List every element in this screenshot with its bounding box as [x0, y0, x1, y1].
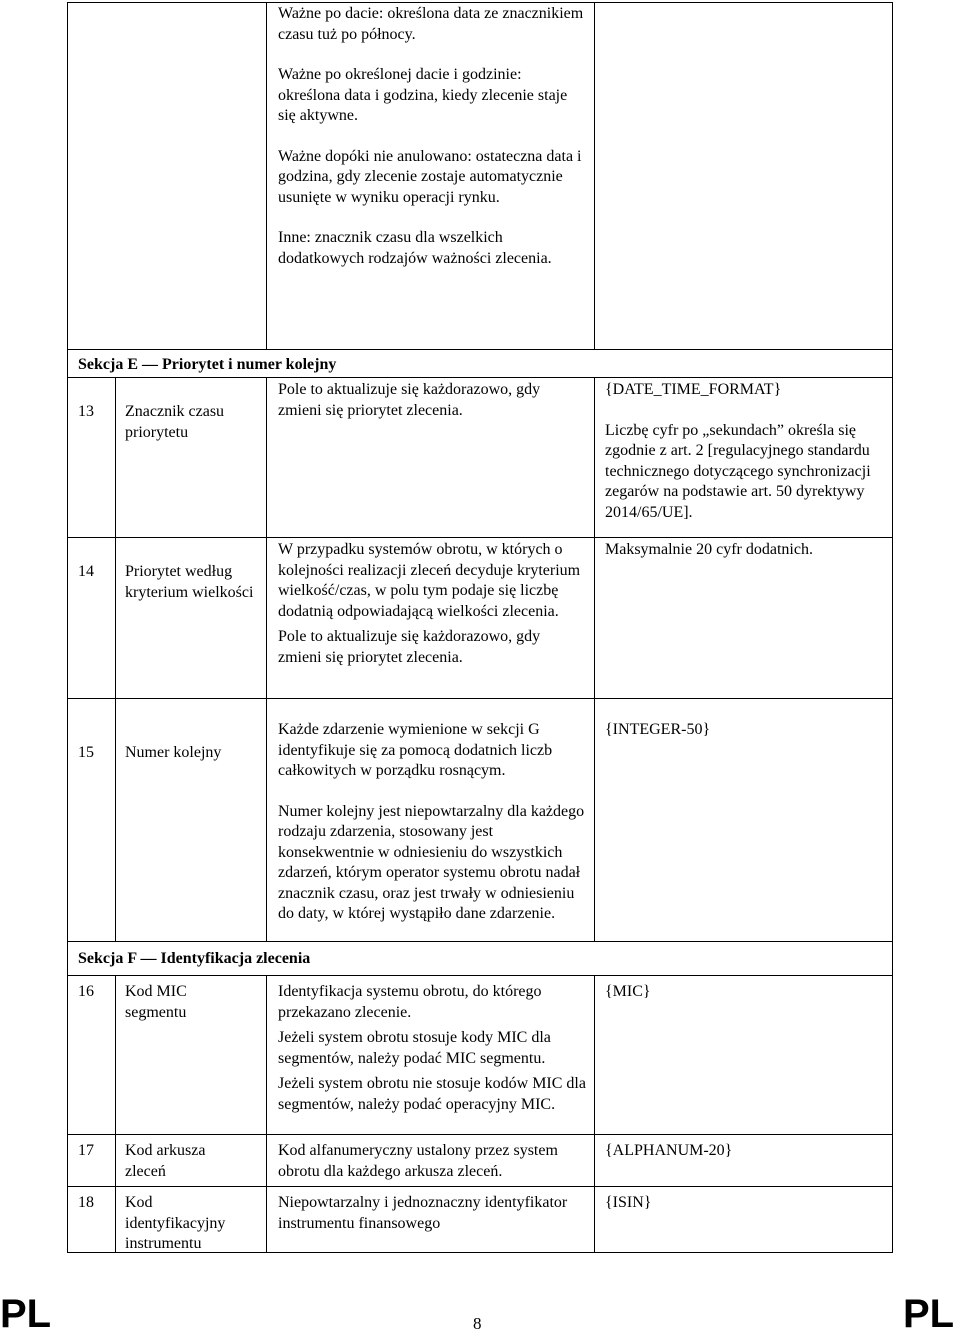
description-paragraph: W przypadku systemów obrotu, w których o kolejności realizacji zleceń decyduje kryterium wielkość/czas, w polu tym podaje się liczbę dodatnią odpowiadającą wielkości zlecenia. — [278, 541, 581, 620]
row-18-description — [278, 1193, 578, 1254]
row-13-description — [278, 380, 586, 441]
validity-options — [278, 4, 584, 289]
description-paragraph: Pole to aktualizuje się każdorazowo, gdy zmieni się priorytet zlecenia. — [278, 381, 541, 419]
description-paragraph: Niepowtarzalny i jednoznaczny identyfikator instrumentu finansowego — [278, 1194, 568, 1232]
description-paragraph: Jeżeli system obrotu nie stosuje kodów MIC dla segmentów, należy podać operacyjny MIC. — [278, 1075, 586, 1113]
col-sep-num — [115, 975, 116, 1253]
description-paragraph: Kod alfanumeryczny ustalony przez system obrotu dla każdego arkusza zleceń. — [278, 1142, 558, 1180]
row-16-format — [605, 982, 883, 1023]
format-code: {ISIN} — [605, 1194, 652, 1211]
col-sep-desc — [266, 2, 267, 349]
row-17-number: 17 — [78, 1142, 94, 1159]
description-paragraph: Pole to aktualizuje się każdorazowo, gdy zmieni się priorytet zlecenia. — [278, 628, 541, 666]
row-14-description — [278, 540, 586, 688]
row-14-bottom-line — [67, 698, 893, 699]
description-paragraph: Identyfikacja systemu obrotu, do którego przekazano zlecenie. — [278, 983, 542, 1021]
section-e-bottom-line — [67, 377, 893, 378]
format-code: {ALPHANUM-20} — [605, 1142, 733, 1159]
row-17-format — [605, 1141, 883, 1182]
col-sep-desc — [266, 975, 267, 1253]
col-sep-format — [594, 2, 595, 349]
section-e-title: Sekcja E — Priorytet i numer kolejny — [78, 356, 337, 373]
row-15-description — [278, 720, 586, 945]
row-18-number: 18 — [78, 1194, 94, 1211]
format-code: {DATE_TIME_FORMAT} — [605, 381, 782, 398]
format-note: Maksymalnie 20 cyfr dodatnich. — [605, 541, 813, 558]
page-number: 8 — [473, 1314, 482, 1333]
row-15-format — [605, 720, 883, 761]
format-code: {INTEGER-50} — [605, 721, 711, 738]
validity-option: Ważne po określonej dacie i godzinie: określona data i godzina, kiedy zlecenie staje się aktywne. — [278, 66, 568, 124]
format-code: {MIC} — [605, 983, 651, 1000]
row-13-number: 13 — [78, 403, 94, 420]
col-sep-format — [594, 377, 595, 941]
description-paragraph: Numer kolejny jest niepowtarzalny dla każdego rodzaju zdarzenia, stosowany jest konsekwentnie w odniesieniu do wszystkich zdarzeń, którym operator systemu obrotu nadał znacznik czasu, oraz jest trwały w odniesieniu do daty, w której wystąpiło dane zdarzenie. — [278, 802, 585, 922]
row-16-bottom-line — [67, 1134, 893, 1135]
row-16-description — [278, 982, 588, 1120]
section-f-bottom-line — [67, 975, 893, 976]
col-sep-desc — [266, 377, 267, 941]
row-16-number: 16 — [78, 983, 94, 1000]
row-13-format — [605, 380, 883, 543]
col-sep-num — [115, 377, 116, 941]
row-13-field-name: Znacznik czasu priorytetu — [125, 403, 225, 441]
table-left-border — [67, 2, 68, 1253]
section-f-title: Sekcja F — Identyfikacja zlecenia — [78, 950, 311, 967]
row-18-field-name: Kod identyfikacyjny instrumentu — [125, 1194, 226, 1252]
col-sep-format — [594, 975, 595, 1253]
table-top-border — [67, 2, 893, 3]
validity-option: Inne: znacznik czasu dla wszelkich dodatkowych rodzajów ważności zlecenia. — [278, 229, 552, 267]
row-14-field-name: Priorytet według kryterium wielkości — [125, 563, 254, 601]
row-18-format — [605, 1193, 883, 1234]
row-16-field-name: Kod MIC segmentu — [125, 983, 187, 1021]
format-note: Liczbę cyfr po „sekundach” określa się zgodnie z art. 2 [regulacyjnego standardu technicznego dotyczącego synchronizacji zegarów na podstawie art. 50 dyrektywy 2014/65/UE]. — [605, 421, 871, 521]
row-15-field-name: Numer kolejny — [125, 744, 222, 761]
validity-option: Ważne dopóki nie anulowano: ostateczna data i godzina, gdy zlecenie zostaje automatycznie usunięte w wyniku operacji rynku. — [278, 147, 582, 206]
row-15-number: 15 — [78, 744, 94, 761]
footer-language-right: PL — [903, 1292, 955, 1336]
section-e-top-line — [67, 349, 893, 350]
footer-language-left: PL — [0, 1292, 52, 1336]
validity-option: Ważne po dacie: określona data ze znacznikiem czasu tuż po północy. — [278, 5, 584, 43]
row-14-format — [605, 540, 883, 581]
table-right-border — [892, 2, 893, 1253]
description-paragraph: Jeżeli system obrotu stosuje kody MIC dla segmentów, należy podać MIC segmentu. — [278, 1029, 551, 1067]
description-paragraph: Każde zdarzenie wymienione w sekcji G identyfikuje się za pomocą dodatnich liczb całkowitych w porządku rosnącym. — [278, 721, 553, 779]
row-17-field-name: Kod arkusza zleceń — [125, 1142, 206, 1180]
row-14-number: 14 — [78, 563, 94, 580]
